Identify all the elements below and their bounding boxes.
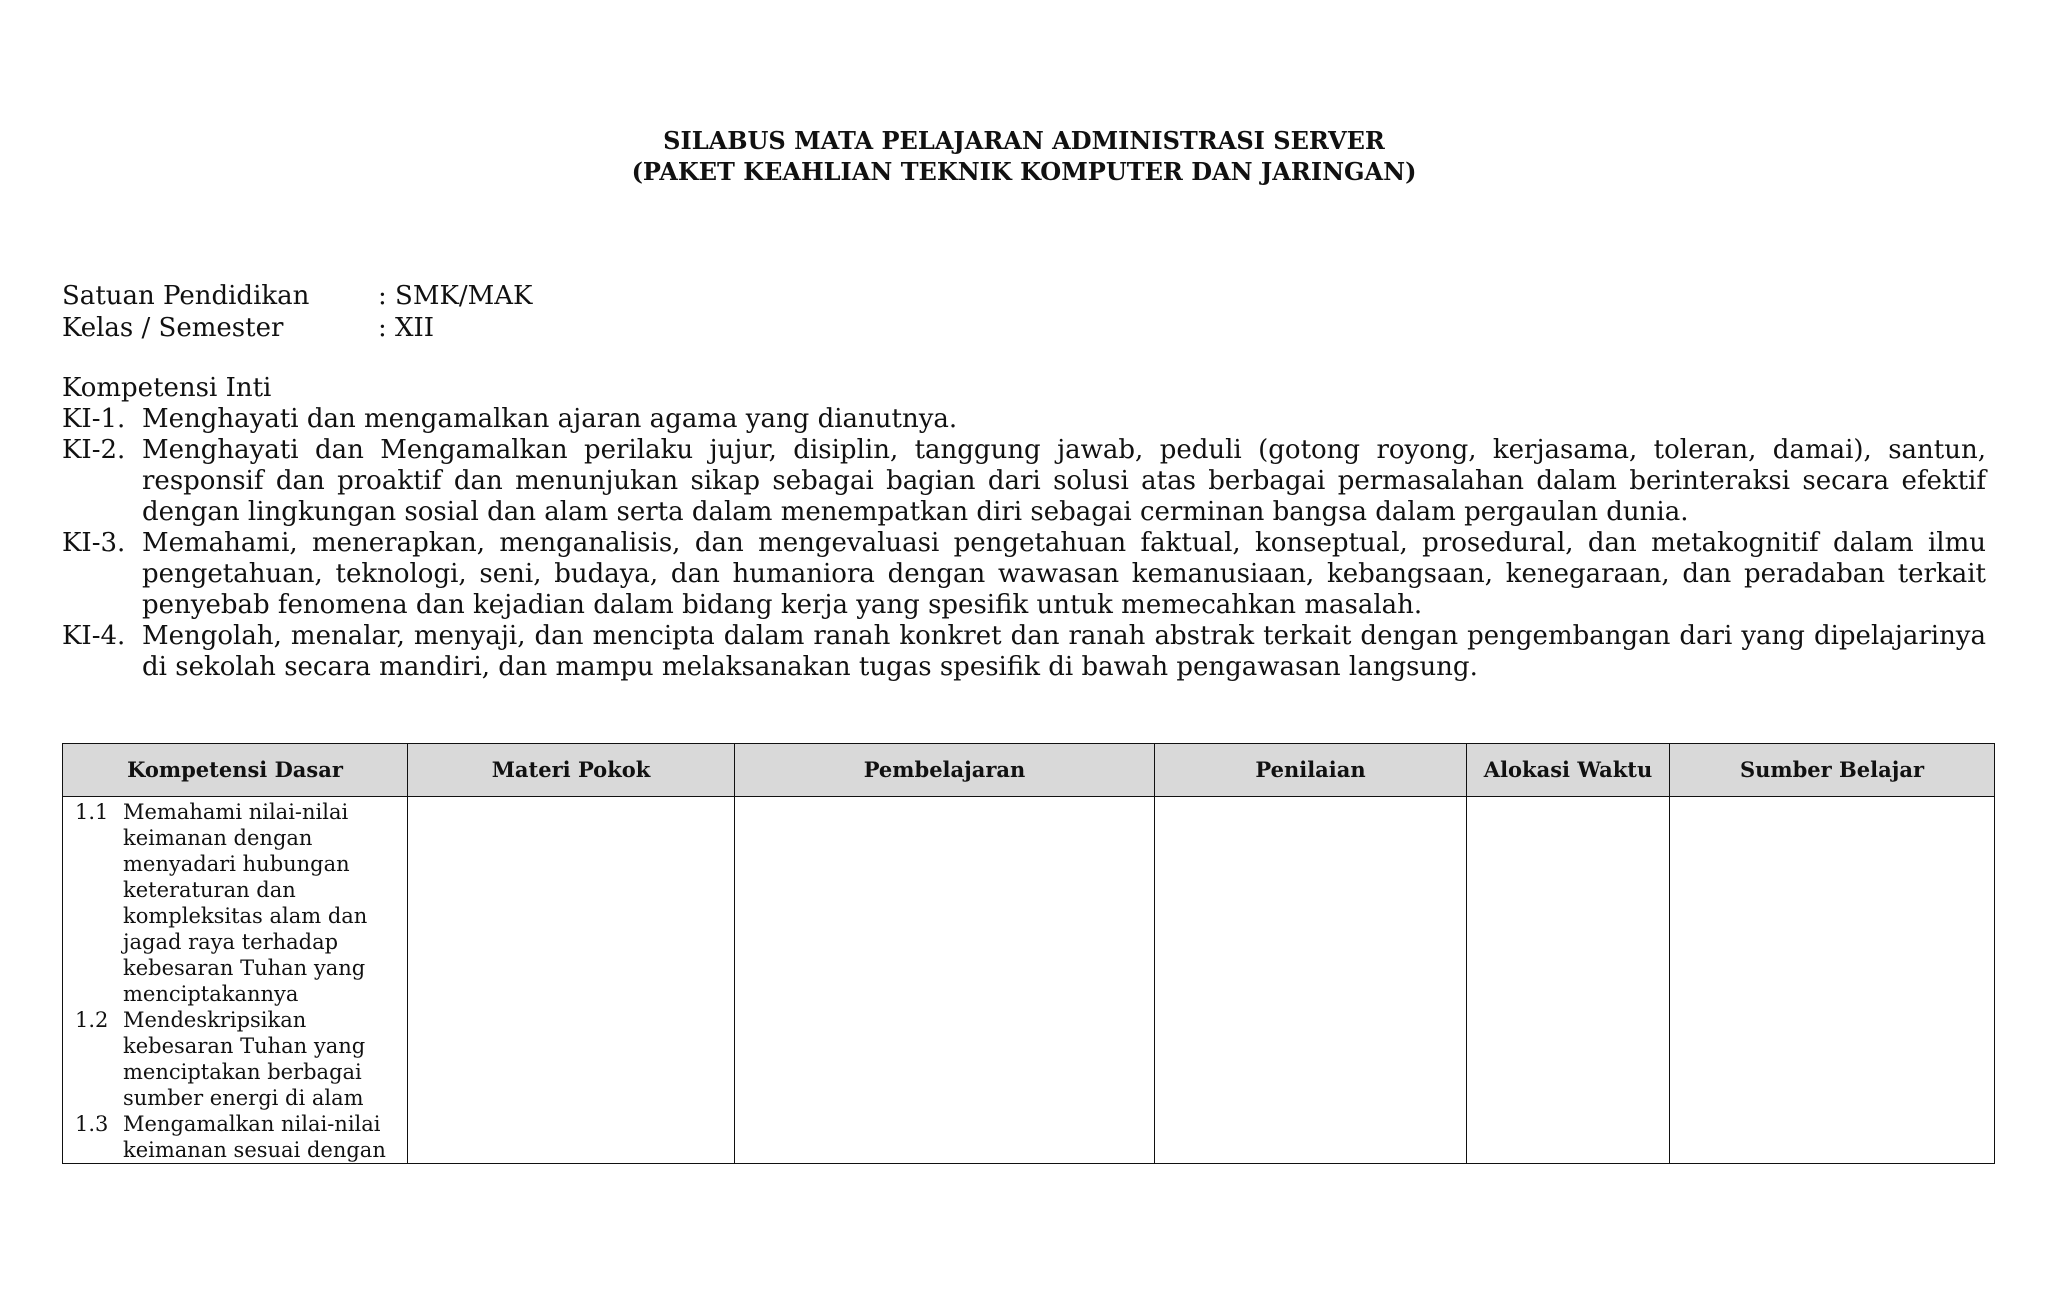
column-header-materi-pokok: Materi Pokok (408, 744, 735, 797)
kompetensi-inti-section (62, 373, 1986, 683)
meta-label: Kelas / Semester (62, 313, 284, 343)
identity-block (62, 280, 532, 344)
column-header-pembelajaran: Pembelajaran (735, 744, 1155, 797)
kd-number: 1.3 (75, 1112, 109, 1136)
kd-item-1-2 (75, 1007, 399, 1111)
column-header-kompetensi-dasar: Kompetensi Dasar (63, 744, 408, 797)
syllabus-table (62, 743, 1995, 1164)
ki-text: Memahami, menerapkan, menganalisis, dan mengevaluasi pengetahuan faktual, konseptual, prosedural, dan metakognitif dalam ilmu pengetahuan, teknologi, seni, budaya, dan humaniora dengan wawasan kemanusiaan, kebangsaan, kenegaraan, dan peradaban terkait penyebab fenomena dan kejadian dalam bidang kerja yang spesifik untuk memecahkan masalah. (142, 528, 1986, 620)
table-row (63, 797, 1995, 1164)
kd-text: Memahami nilai-nilai keimanan dengan menyadari hubungan keteraturan dan kompleksitas alam dan jagad raya terhadap kebesaran Tuhan yang menciptakannya (123, 800, 368, 1006)
cell-materi-pokok (408, 797, 735, 1164)
column-header-penilaian: Penilaian (1155, 744, 1467, 797)
kd-text: Mendeskripsikan kebesaran Tuhan yang menciptakan berbagai sumber energi di alam (123, 1008, 366, 1110)
kd-text: Mengamalkan nilai-nilai keimanan sesuai dengan (123, 1112, 386, 1162)
kompetensi-inti-heading: Kompetensi Inti (62, 373, 272, 403)
cell-sumber-belajar (1670, 797, 1995, 1164)
title-line-1: SILABUS MATA PELAJARAN ADMINISTRASI SERVER (663, 126, 1385, 155)
kd-number: 1.1 (75, 800, 109, 824)
ki-text: Menghayati dan mengamalkan ajaran agama yang dianutnya. (142, 404, 958, 434)
ki-item-4 (62, 621, 1986, 683)
meta-value: : XII (378, 313, 435, 343)
meta-label: Satuan Pendidikan (62, 281, 310, 311)
cell-kompetensi-dasar (63, 797, 408, 1164)
cell-alokasi-waktu (1467, 797, 1670, 1164)
meta-row-satuan-pendidikan (62, 280, 532, 312)
meta-value: : SMK/MAK (378, 281, 533, 311)
ki-item-1 (62, 404, 1986, 435)
kd-item-1-1 (75, 799, 399, 1007)
meta-row-kelas-semester (62, 312, 532, 344)
title-line-2: (PAKET KEAHLIAN TEKNIK KOMPUTER DAN JARINGAN) (631, 157, 1417, 186)
ki-number: KI-2. (62, 435, 126, 465)
ki-item-3 (62, 528, 1986, 621)
ki-text: Menghayati dan Mengamalkan perilaku jujur, disiplin, tanggung jawab, peduli (gotong royong, kerjasama, toleran, damai), santun, responsif dan proaktif dan menunjukan sikap sebagai bagian dari solusi atas berbagai permasalahan dalam berinteraksi secara efektif dengan lingkungan sosial dan alam serta dalam menempatkan diri sebagai cerminan bangsa dalam pergaulan dunia. (142, 435, 1986, 527)
table-header-row (63, 744, 1995, 797)
column-header-sumber-belajar: Sumber Belajar (1670, 744, 1995, 797)
document-title (0, 125, 2048, 187)
ki-item-2 (62, 435, 1986, 528)
cell-pembelajaran (735, 797, 1155, 1164)
ki-number: KI-3. (62, 528, 126, 558)
ki-number: KI-1. (62, 404, 126, 434)
kompetensi-dasar-list (63, 797, 407, 1163)
ki-text: Mengolah, menalar, menyaji, dan mencipta dalam ranah konkret dan ranah abstrak terkait dengan pengembangan dari yang dipelajarinya di sekolah secara mandiri, dan mampu melaksanakan tugas spesifik di bawah pengawasan langsung. (142, 621, 1986, 682)
cell-penilaian (1155, 797, 1467, 1164)
kd-number: 1.2 (75, 1008, 109, 1032)
kd-item-1-3 (75, 1111, 399, 1163)
column-header-alokasi-waktu: Alokasi Waktu (1467, 744, 1670, 797)
ki-number: KI-4. (62, 621, 126, 651)
